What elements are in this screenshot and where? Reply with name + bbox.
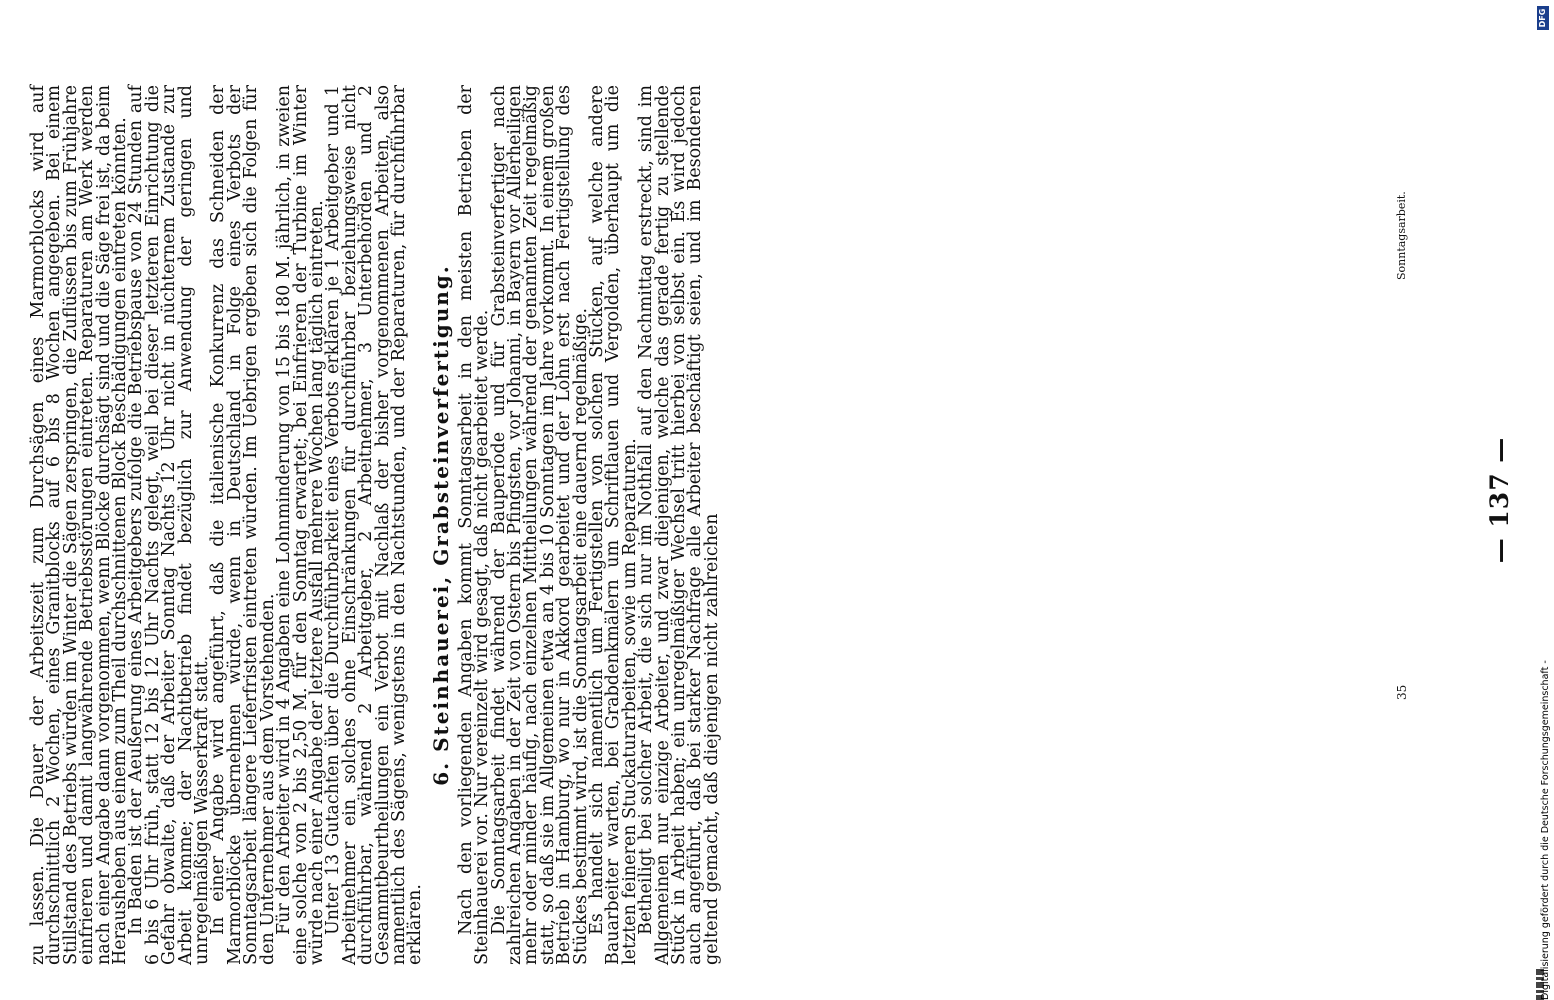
footer-signature-left: Sonntagsarbeit. [1395,191,1408,280]
section-heading: 6. Steinhauerei, Grabsteinverfertigung. [428,264,453,786]
paragraph: Für den Arbeiter wird in 4 Angaben eine Lohnminderung von 15 bis 180 M. jährlich, in zweien eine solche von 2 bis 2,50 M. für den Sonntag erwartet; bei Einfrieren der Turbine im Winter würde nach einer Angabe der letztere Ausfall mehrere Wochen lang täglich eintreten. [274,85,327,965]
page-number: — 137 — [1485,436,1514,564]
body-text [30,85,720,965]
footer-signature-right: 35 [1395,684,1409,700]
paragraph: In Baden ist der Aeußerung eines Arbeitgebers zufolge die Betriebspause von 24 Stunden auf 6 bis 6 Uhr früh, statt 12 bis 12 Uhr Nachts gelegt, weil bei dieser letzteren Einrichtung die Gefahr obwalte, daß der Arbeiter Sonntag Nachts 12 Uhr nicht in nüchternem Zustande zur Arbeit komme; der Nachtbetrieb findet bezüglich zur Anwendung der geringen und unregelmäßigen Wasserkraft statt. [126,85,213,965]
digitization-colophon: Digitalisierung gefördert durch die Deutsche Forschungsgemeinschaft - [1540,660,1551,1000]
paragraph: In einer Angabe wird angeführt, daß die italienische Konkurrenz das Schneiden der Marmorblöcke übernehmen würde, wenn in Deutschland in Folge eines Verbots der Sonntagsarbeit längere Lieferfristen eintreten würden. Im Uebrigen ergeben sich die Folgen für den Unternehmer aus dem Vorstehenden. [208,85,278,965]
paragraph: Nach den vorliegenden Angaben kommt Sonntagsarbeit in den meisten Betrieben der Steinhauerei vor. Nur vereinzelt wird gesagt, daß nicht gearbeitet werde. [455,85,493,965]
dfg-logo: DFG [1537,6,1549,30]
paragraph: Es handelt sich namentlich um Fertigstellen von solchen Stücken, auf welche andere Bauarbeiter warten, bei Grabdenkmälern um Schriftlauen und Vergolden, überhaupt um die letzten feineren Stuckaturarbeiten, sowie um Reparaturen. [587,85,640,965]
paragraph: zu lassen. Die Dauer der Arbeitszeit zum Durchsägen eines Marmorblocks wird auf durchschnittlich 2 Wochen, eines Granitblocks auf 6 bis 8 Wochen angegeben. Bei einem Stillstand des Betriebs würden im Winter die Sägen zerspringen, die Zuflüssen bis zum Frühjahre einfrieren und damit langwährende Betriebsstörungen eintreten. Reparaturen am Werk werden nach einer Angabe dann vorgenommen, wenn Blöcke durchsägt sind und die Säge frei ist, da beim Herausheben aus einem zum Theil durchschnittenen Block Beschädigungen eintreten könnten. [28,85,131,965]
paragraph: Die Sonntagsarbeit findet während der Bauperiode und für Grabsteinverfertiger nach zahlreichen Angaben in der Zeit von Ostern bis Pfingsten, vor Johanni, in Bayern vor Allerheiligen mehr oder minder häufig, nach einzelnen Mittheilungen während der genannten Zeit regelmäßig statt, so daß sie im Allgemeinen etwa an 4 bis 10 Sonntagen im Jahre vorkommt. In einem großen Betrieb in Hamburg, wo nur in Akkord gearbeitet und der Lohn erst nach Fertigstellung des Stückes bestimmt wird, ist die Sonntagsarbeit eine dauernd regelmäßige. [488,85,591,965]
paragraph: Unter 13 Gutachten über die Durchführbarkeit eines Verbots erklären je 1 Arbeitgeber und 1 Arbeitnehmer ein solches ohne Einschränkungen für durchführbar beziehungsweise nicht durchführbar, während 2 Arbeitgeber, 2 Arbeitnehmer, 3 Unterbehörden und 2 Gesammtbeurtheilungen ein Verbot mit Nachlaß der bisher vorgenommenen Arbeiten, also namentlich des Sägens, wenigstens in den Nachtstunden, und der Reparaturen, für durchführbar erklären. [323,85,426,965]
paragraph: Betheiligt bei solcher Arbeit, die sich nur im Nothfall auf den Nachmittag erstreckt, sind im Allgemeinen nur einzige Arbeiter, und zwar diejenigen, welche das gerade fertig zu stellende Stück in Arbeit haben; ein unregelmäßiger Wechsel tritt hierbei von selbst ein. Es wird jedoch auch angeführt, daß bei starker Nachfrage alle Arbeiter beschäftigt seien, und im Besonderen geltend gemacht, daß diejenigen nicht zahlreichen [636,85,722,965]
